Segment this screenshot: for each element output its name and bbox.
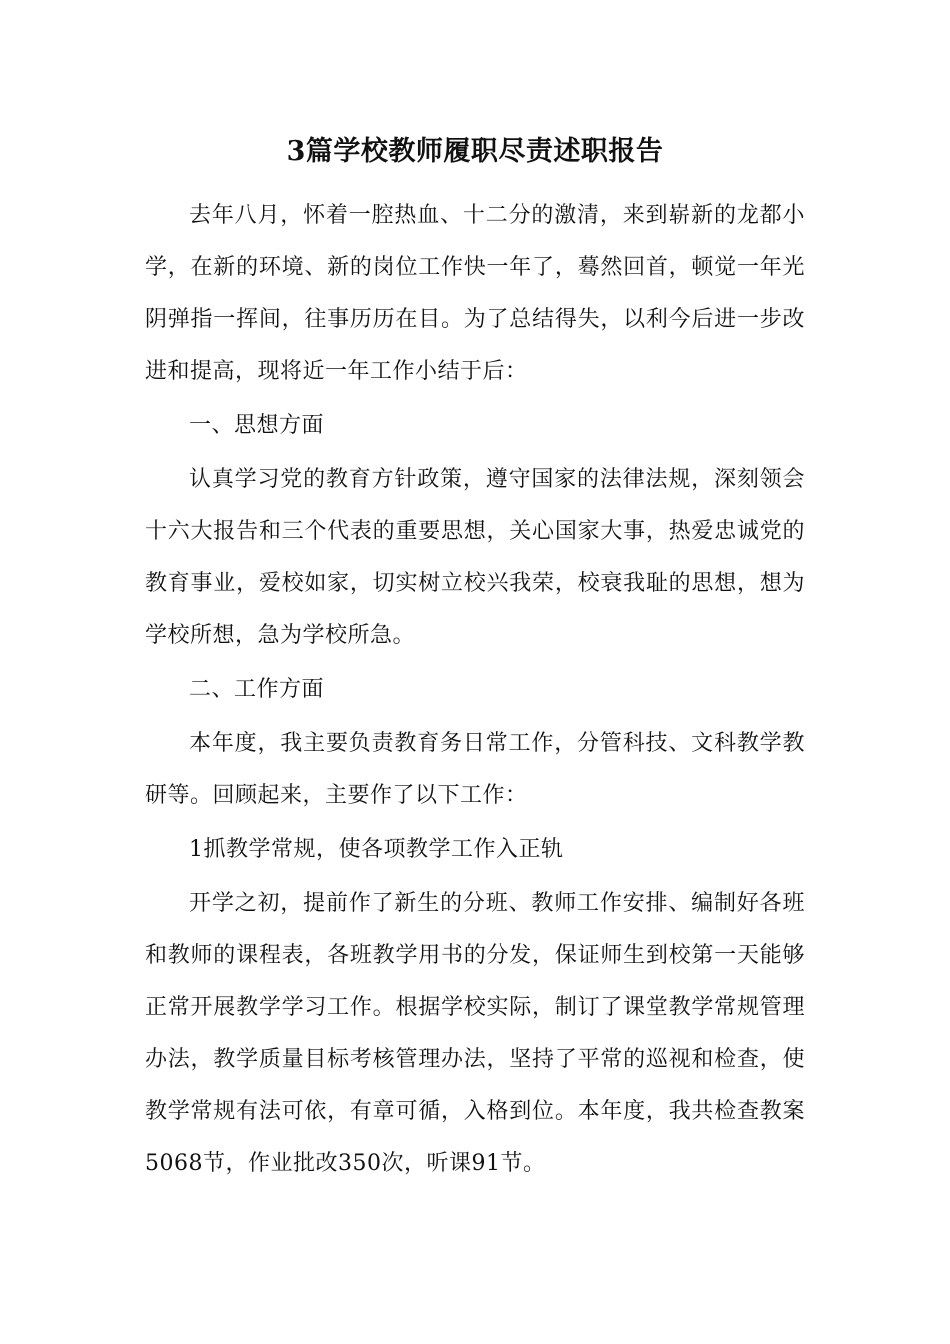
document-body bbox=[145, 132, 805, 1192]
section-heading-thought: 一、思想方面 bbox=[189, 413, 325, 438]
subheading-teaching-routine: 1抓教学常规，使各项教学工作入正轨 bbox=[189, 837, 564, 862]
document-title: 3篇学校教师履职尽责述职报告 bbox=[286, 136, 664, 167]
paragraph-thought: 认真学习党的教育方针政策，遵守国家的法律法规，深刻领会十六大报告和三个代表的重要思想，关心国家大事，热爱忠诚党的教育事业，爱校如家，切实树立校兴我荣，校衰我耻的思想，想为学校所想，急为学校所急。 bbox=[145, 467, 805, 648]
section-heading-work: 二、工作方面 bbox=[189, 677, 325, 702]
paragraph-work-overview: 本年度，我主要负责教育务日常工作，分管科技、文科教学教研等。回顾起来，主要作了以下工作： bbox=[145, 731, 805, 808]
paragraph-teaching-routine: 开学之初，提前作了新生的分班、教师工作安排、编制好各班和教师的课程表，各班教学用书的分发，保证师生到校第一天能够正常开展教学学习工作。根据学校实际，制订了课堂教学常规管理办法，教学质量目标考核管理办法，坚持了平常的巡视和检查，使教学常规有法可依，有章可循，入格到位。本年度，我共检查教案5068节，作业批改350次，听课91节。 bbox=[145, 891, 805, 1176]
paragraph-intro: 去年八月，怀着一腔热血、十二分的激清，来到崭新的龙都小学，在新的环境、新的岗位工作快一年了，蓦然回首，顿觉一年光阴弹指一挥间，往事历历在目。为了总结得失，以利今后进一步改进和提高，现将近一年工作小结于后： bbox=[145, 203, 805, 384]
